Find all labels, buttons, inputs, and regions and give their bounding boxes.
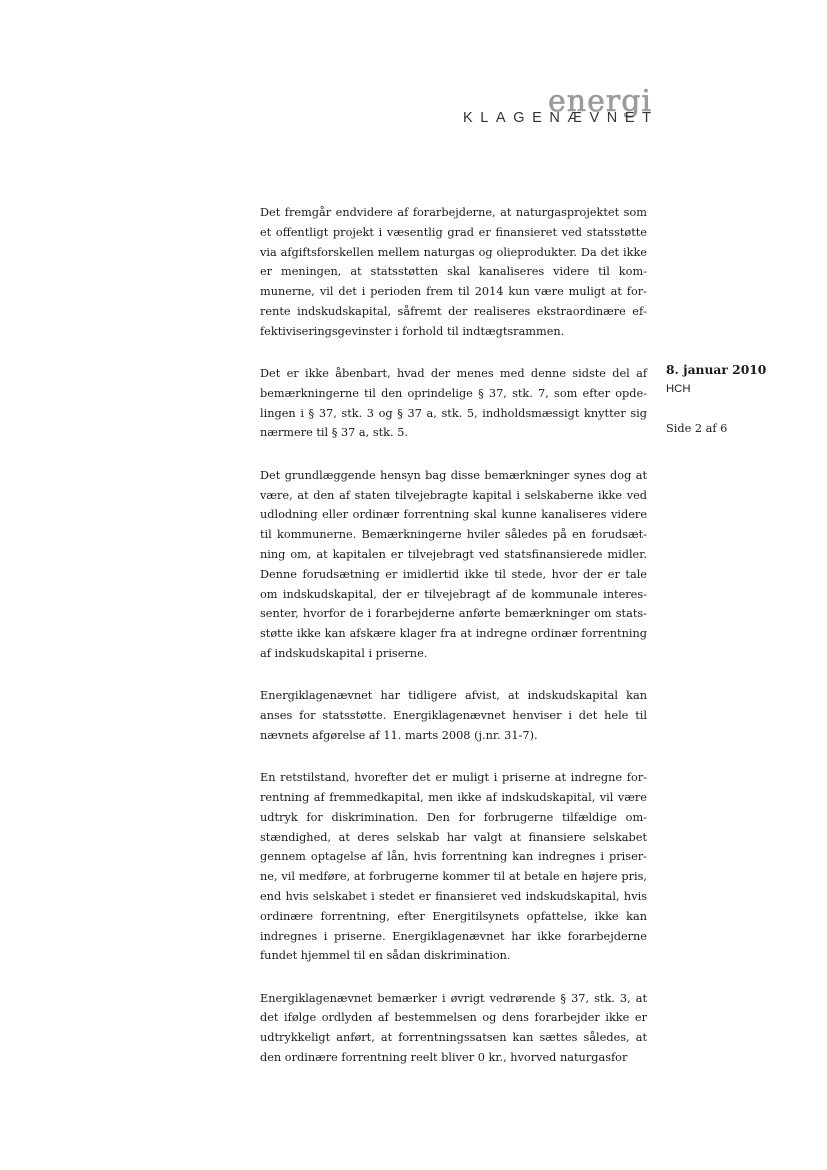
logo-wordmark: energi: [548, 84, 652, 119]
paragraph: En retstilstand, hvorefter det er muligt i priserne at indregne forrentning af fremmedkapital, men ikke af indskudskapital, vil være udtryk for diskrimination. Den for forbrugerne tilfældige omstændighed, at deres selskab har valgt at finansiere selskabet gennem optagelse af lån, hvis forrentning kan indregnes i priserne, vil medføre, at forbrugerne kommer til at betale en højere pris, end hvis selskabet i stedet er finansieret ved indskudskapital, hvis ordinære forrentning, efter Energitilsynets opfattelse, ikke kan indregnes i priserne. Energiklagenævnet har ikke forarbejderne fundet hjemmel til en sådan diskrimination.: [260, 771, 647, 963]
page-number: Side 2 af 6: [666, 422, 728, 436]
paragraph: Energiklagenævnet har tidligere afvist, at indskudskapital kan anses for statsstøtte. Energiklagenævnet henviser i det hele til nævnets afgørelse af 11. marts 2008 (j.nr. 31-7).: [260, 689, 647, 742]
letter-body: [260, 203, 647, 1090]
letter-meta: [666, 360, 806, 439]
energiklagenaevnet-logo: [440, 84, 670, 134]
paragraph: Det er ikke åbenbart, hvad der menes med denne sidste del af bemærkningerne til den oprindelige § 37, stk. 7, som efter opdelingen i § 37, stk. 3 og § 37 a, stk. 5, indholdsmæssigt knytter sig nærmere til § 37 a, stk. 5.: [260, 367, 647, 440]
paragraph: Det fremgår endvidere af forarbejderne, at naturgasprojektet som et offentligt projekt i væsentlig grad er finansieret ved statsstøtte via afgiftsforskellen mellem naturgas og olieprodukter. Da det ikke er meningen, at statsstøtten skal kanaliseres videre til kommunerne, vil det i perioden frem til 2014 kun være muligt at forrente indskudskapital, såfremt der realiseres ekstraordinære effektiviseringsgevinster i forhold til indtægtsrammen.: [260, 206, 647, 338]
paragraph: Energiklagenævnet bemærker i øvrigt vedrørende § 37, stk. 3, at det ifølge ordlyden af bestemmelsen og dens forarbejder ikke er udtrykkeligt anført, at forrentningssatsen kan sættes således, at den ordinære forrentning reelt bliver 0 kr., hvorved naturgasfor: [260, 991, 647, 1064]
letter-date: 8. januar 2010: [666, 362, 767, 377]
logo-subtitle: KLAGENÆVNET: [463, 110, 659, 126]
paragraph: Det grundlæggende hensyn bag disse bemærkninger synes dog at være, at den af staten tilvejebragte kapital i selskaberne ikke ved udlodning eller ordinær forrentning skal kunne kanaliseres videre til kommunerne. Bemærkningerne hviler således på en forudsætning om, at kapitalen er tilvejebragt ved statsfinansierede midler. Denne forudsætning er imidlertid ikke til stede, hvor der er tale om indskudskapital, der er tilvejebragt af de kommunale interessenter, hvorfor de i forarbejderne anførte bemærkninger om statsstøtte ikke kan afskære klager fra at indregne ordinær forrentning af indskudskapital i priserne.: [260, 468, 647, 660]
case-initials: HCH: [666, 382, 691, 395]
